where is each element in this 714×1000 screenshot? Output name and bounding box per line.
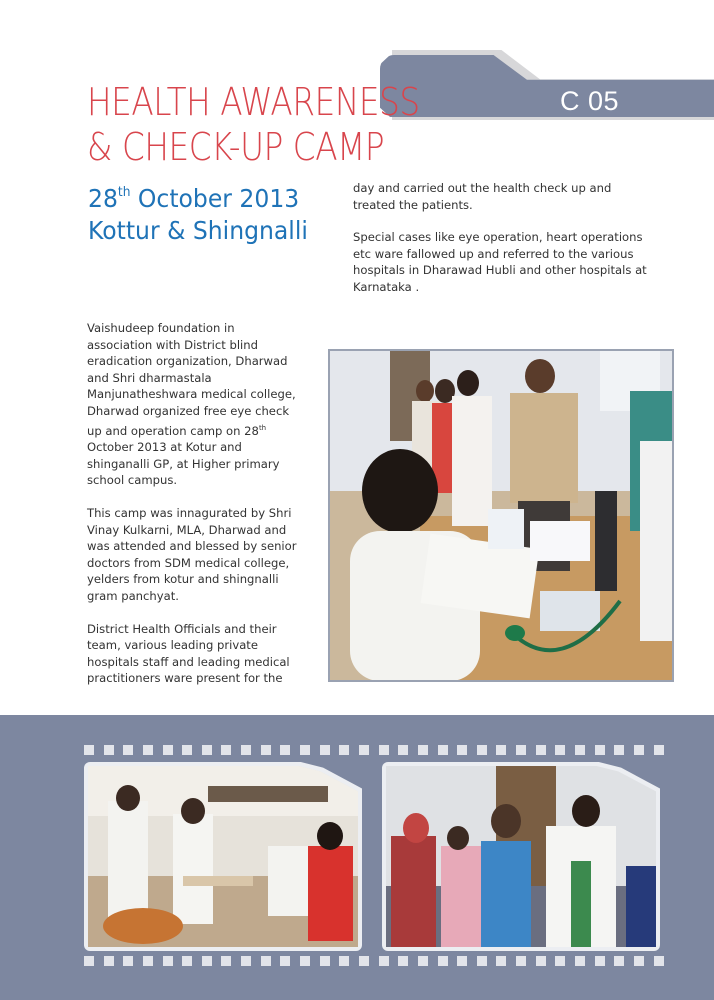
sprocket-row-top xyxy=(84,745,664,755)
left-paragraph-2: This camp was innagurated by Shri Vinay Kulkarni, MLA, Dharwad and was attended and blessed by senior doctors from SDM medical college, yelders from kotur and shingnalli gram panchyat. xyxy=(87,505,297,603)
film-photo-right-illustration xyxy=(386,766,656,947)
page-code: C 05 xyxy=(560,86,620,116)
left-paragraph-1: Vaishudeep foundation in association with District blind eradication organization, Dharwad and Shri dharmastala Manjunatheshwara medical college, Dharwad organized free eye check up and operation camp on 28th October 2013 at Kotur and shinganalli GP, at Higher primary school campus. xyxy=(87,321,296,488)
header-tab xyxy=(380,55,714,117)
title-line-1: HEALTH AWARENESS xyxy=(87,80,420,124)
film-photo-left xyxy=(88,766,358,947)
right-paragraph-2: Special cases like eye operation, heart operations etc ware fallowed up and referred to the various hospitals in Dharawad Hubli and other hospitals at Karnataka . xyxy=(353,230,647,294)
film-photo-frame-right xyxy=(382,762,660,951)
left-paragraph-3: District Health Officials and their team, various leading private hospitals staff and leading medical practitioners ware present for the xyxy=(87,621,290,686)
film-photo-left-illustration xyxy=(88,766,358,947)
main-photo-illustration xyxy=(330,351,672,680)
film-photo-right xyxy=(386,766,656,947)
sprocket-row-bottom xyxy=(84,956,664,966)
left-column-text xyxy=(87,320,302,687)
main-camp-photo xyxy=(328,349,674,682)
title-line-2: & CHECK-UP CAMP xyxy=(87,125,385,169)
event-subtitle xyxy=(88,177,308,247)
event-date: 28th October 2013 xyxy=(88,184,300,213)
film-photo-frame-left xyxy=(84,762,362,951)
page-title xyxy=(87,80,420,170)
right-paragraph-1: day and carried out the health check up and treated the patients. xyxy=(353,181,612,212)
event-location: Kottur & Shingnalli xyxy=(88,216,308,245)
right-column-text xyxy=(353,180,653,296)
